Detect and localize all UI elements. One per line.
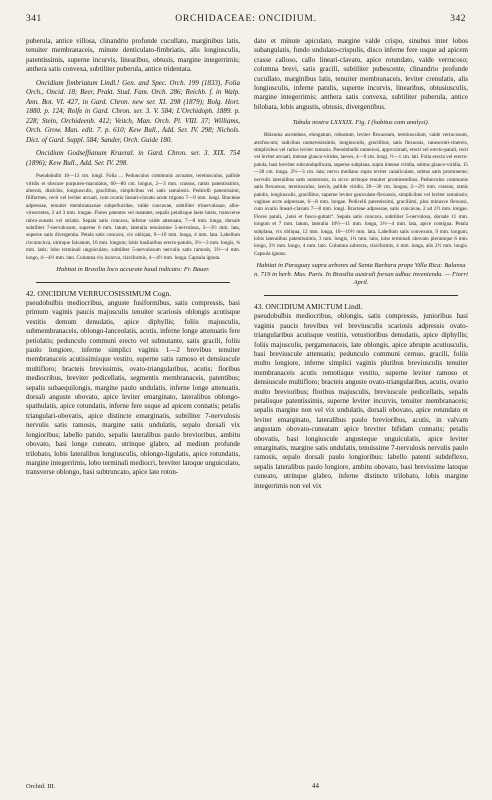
- volume-label: Orchid. III.: [26, 783, 56, 790]
- species-diagnosis: pseudobulbis mediocribus, oblongis, satis compressis, junioribus basi vaginis paucis brevibus vel breviusculis scariosis adpressis ovato-triangularibus acutisque vestitis, vetustioribus denudatis, apice diphyllis; foliis majusculis, pergamenaceis, late oblongis, apice abrupte acutiusculis, basi breviuscule attenuatis; pedunculo communi cernuo, gracili, foliis multo longiore, inferne simplici vaginis pluribus breviusculis tenuiter membranaceis acutis remotisque vestito, superne leviter ramoso et densiuscule multifloro; bracteis anguste ovato-triangularibus, acutis, ovario multo brevioribus; floribus majusculis, breviuscule pedicellatis, sepalis petalisque patentissimis, superne leviter incurvis, tenuiter membranaceis; sepalis margine non vel vix undulatis, dorsali obovato, apice rotundato et leviter emarginato, lateralibus paulo brevioribus, acutis, in valvam angustam obovato-cuneatam apice breviter bifidam connatis; petalis obovatis, basi longiuscule angusteque unguiculatis, apice leviter emarginatis, margine satis undulatis, tenuissime 7-nervulosis nervulis paulo ramosis, sepalo dorsali paulo longioribus; labello patenti subdeflexo, sepalis lateralibus paulo longiore, ambitu obovato, basi brevissime latoque cuneato, utrinque glabro, inferne distincte trilobato, lobis margine integerrimis non vel vix: [254, 312, 468, 490]
- species-heading: 42. ONCIDIUM VERRUCOSISSIMUM Cogn.: [26, 288, 172, 298]
- signature-mark: 44: [312, 782, 319, 790]
- running-title: ORCHIDACEAE: ONCIDIUM.: [175, 14, 317, 24]
- species-diagnosis: pseudobulbis mediocribus, anguste fusiformibus, satis compressis, basi primum vaginis paucis majusculis tenuiter scariosis oblongis acutisque vestitis demum denudatis, apice diphyllis; foliis majusculis, submembranaceis, oblongo-lanceolatis, acutis, inferne longe attenuatis fere petiolatis; pedunculo communi erecto vel subnutante, satis gracili, foliis paulo longiore, inferne simplici vaginis 1—2 brevibus tenuiter membranaceis acutissimisque vestito, superne satis ramoso et densiuscule multifloro; bracteis brevissimis, ovato-triangularibus, acutis; floribus mediocribus, breviter pedicellatis, segmentis membranaceis, patentibus; sepalis subaequilongis, margine paulo undulatis, inferne longe attenuatis, dorsali anguste obovato, apice leviter emarginato, lateralibus oblongo-spathulatis, apice rotundatis, inferne fere usque ad apicem connatis; petalis triangulari-obovatis, apice distincte emarginatis, subtiliter 7-nervulosis nervulis satis ramosis, margine satis undulatis, sepalo dorsali vix longioribus; labello patulo, sepalis lateralibus paulo brevioribus, ambitu obovato, basi longe cuneato, utrinque glabro, ad medium profunde trilobato, lobis lateralibus longiusculis, oblongo-ligulatis, apice rotundatis, margine integerrimis, lobo terminali mediocri, breviter latoque unguiculato, transverse oblongo, basi subtruncato, apice late roton-: [26, 299, 240, 477]
- page-number-left: 341: [26, 14, 42, 24]
- section-divider: [264, 295, 458, 296]
- continued-description: puberula, antice villosa, clinandrio profunde cucullato, marginibus latis, tenuiter membranaceis, minute denticulato-fimbriatis, alis longiusculis, patentissimis, superne incurvis, linearibus, obtusis, margine integerrimis; anthera satis convexa, subtiliter puberula, antice tridentata.: [26, 37, 240, 74]
- page-footer: [26, 783, 246, 790]
- species-description: Pseudobulbi 10—13 cm. longi. Folia ... Pedunculus communis arcuatus, teretiusculus, pallide viridis et obscure purpureo-maculatus, 60—80 cm. longus, 2—3 mm. crassus, ramis patentissimis, alternis, distichis, longiusculis, gracilibus, simplicibus vel satis ramulosis. Pedicelli patentissimi, filiformes, recti vel leviter arcuati, cum ovario lineari-clavato acute trigono 7—9 mm. longi. Bracteae adpressae, tenuiter membranaceae subpellucidae, valde concavae, subtiliter trinervulosae, albo-virescentes, 2 ad 3 mm. longae. Flores patentes vel nutantes, sepalis petalisque laete luteis, transverse rubro-zonatis vel striatis. Sepala satis concava, inferne valde attenuata, 7—8 mm. longa, dorsale subtiliter 7-nervulosum, superne 6 mm. latum, lateralia tenuissime 5-nervulosa, 3—3½ mm. lata, superne satis divergentia. Petala satis concava, vix obliqua, 9—10 mm. longa, 4 mm. lata. Labellum circumcirca, utrinque falcatum, 10 mm. longum; lobis basilaribus erecto-patulis, 3½—3 mm. longis, ¾ mm. latis; lobo terminali unguiculato, subtiliter 5-nervulosum nervulis satis ramosis, 3½—4 mm. longo, 4—4½ mm. lato. Columna vix incurva, claviformis, 4—4½ mm. longa. Capsula ignota.: [26, 173, 240, 261]
- right-column: [254, 37, 468, 776]
- two-column-body: [26, 37, 468, 776]
- species-heading: 43. ONCIDIUM AMICTUM Lindl.: [254, 301, 363, 311]
- left-column: [26, 37, 240, 776]
- habitat-note: Habitat in Brasilia loco accurate haud indicato: Fr. Bauer.: [56, 266, 210, 273]
- species-description: Rhizoma ascendens, elongatum, robustum, leviter flexuosum, teretiusculum, valde verrucosum, atrofuscum; radicibus numerosissimis, longiusculis, gracilibus, satis flexuosis, canescenti-cinereis, simplicibus vel rarius leviter ramosis. Pseudobulbi numerosi, approximati, erecti vel erecto-patuli, recti vel leviter arcuati, intense glauco-virides, laeves, 4—9 cm. longi, ½—1 cm. lati. Folia erecta vel erecto-patula, basi breviter subcondupllicata, superne subplana, supra intense viridia, subtus glauco-viridia, 15—28 cm. longa, 2½—3 cm. lata; nervo mediano supra leviter canaliculato, subtus satis prominente; nervulis lateralibus satis numerosis, in sicco utrinque tenuiter prominentibus. Pedunculus communis satis flexuosus, teretiusculus, laevis, pallide viridis, 20—30 cm. longus, 2—2½ mm. crassus, ramis patulis, longiusculis, gracilibus, superne leviter geniculato-flexuosis, simplicibus vel leviter ramulosis; vaginae arcte adpressae, 6—8 mm. longae. Pedicelli patentissimi, graciliimi, plus minusve flexuosi, cum ovario lineari-clavato 7—8 mm. longi. Bracteae adpressae, satis concavae, 2 ad 2½ mm. longae. Flores patuli, „lutei et fusco-guttati“. Sepala satis concava, subtiliter 5-nervulosa, dorsale 11 mm. longum et 7 mm. latum, lateralia 10½—11 mm. longa, 3½—4 mm. lata, apice contigua. Petala subplana, vix obliqua, 12 mm. longa, 10—10½ mm. lata. Labellum satis convexum, 9 mm. longum, lobis lateralibus patentissimis, 3 mm. longis, 1¼ mm. latis, lobo terminali obovato plerumque 6 mm. longo, 3½ mm. longo, 4 mm. lato. Columna subrecta, claviformis, 4 mm. longa, alis 2½ mm. longis. Capsula ignota.: [254, 132, 468, 257]
- citation-godseffianum: Oncidium Godseffianum Kraenzl. in Gard. Chron. ser. 3. XIX. 754 (1896); Kew Bull., Add. Ser. IV. 298.: [26, 149, 240, 167]
- plate-reference: Tabula nostra LXXXIX. Fig. I (habitus cum analysi).: [292, 119, 430, 127]
- citation-fimbriatum: Oncidium fimbriatum Lindl.! Gen. and Spec. Orch. 199 (1833), Folia Orch., Oncid. 18; Beer, Prakt. Stud. Fam. Orch. 286; Reichb. f. in Walp. Ann. Bot. VI. 427, in Gard. Chron. new ser. XI. 298 (1879); Bolg. Hort. 1880. p. 124; Rolfe in Gard. Chron. ser. 3. V. 584; L'Orchidoph. 1889. p. 228; Stein, Orchideenb. 412; Veitch, Man. Orch. Pl. VIII. 37; Williams, Orch. Grow. Man. edit. 7. p. 610; Kew Bull., Add. Ser. IV. 298; Nichols. Dict. of Gard. Suppl. 584; Sander, Orch. Guide 180.: [26, 78, 240, 144]
- page-number-right: 342: [450, 14, 466, 24]
- habitat-note: Habitat in Paraguay supra arbores ad Santa Barbara prope Villa Rica: Balansa n. 719 in herb. Mus. Paris. In Brasilia australi forsan adhuc inveniendu. — Fiorri April.: [254, 262, 468, 287]
- continued-diagnosis: dato et minute apiculato, margine valde crispo, sinubus inter lobos subangulatis, fundo undulato-crispulis, disco inferne fere usque ad apicem crasse calloso, callo lineari-clavato, apice rotundato, valde verrucoso; columna brevi, satis gracili, subtiliter pubescente, clinandrio profunde cucullato, marginibus latis, tenuiter membranaceis, leviter crenulatis, alis longiusculis, inferne patulis, superne incurvis, linearibus, obtusiusculis, margine integerrimis; anthera satis convexa, subtiliter puberula, antice bilobata, lobis angustis, obtusis, divergentibus.: [254, 37, 468, 111]
- section-divider: [36, 282, 230, 283]
- running-header: [26, 14, 466, 24]
